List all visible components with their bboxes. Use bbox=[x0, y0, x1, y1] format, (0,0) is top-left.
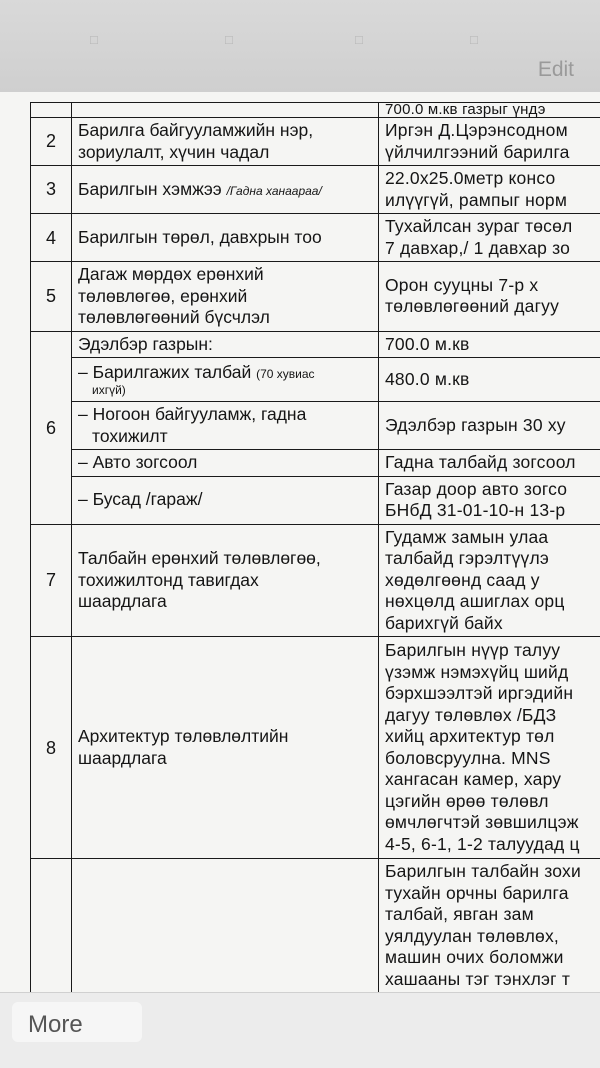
edit-button[interactable]: Edit bbox=[538, 58, 574, 82]
description-cell: Барилга байгууламжийн нэр, зориулалт, хүчин чадал bbox=[72, 118, 379, 166]
table-row bbox=[31, 262, 600, 332]
value-cell: 700.0 м.кв газрыг үндэ bbox=[379, 103, 600, 118]
value-cell: Тухайлсан зураг төсөл 7 давхар,/ 1 давхар зо bbox=[379, 214, 600, 262]
description-cell: Барилгын төрөл, давхрын тоо bbox=[72, 214, 379, 262]
description-cell: Дагаж мөрдөх ерөнхий төлөвлөгөө, ерөнхий төлөвлөгөөний бүсчлэл bbox=[72, 262, 379, 332]
row-number: 3 bbox=[31, 166, 72, 214]
row-number: 6 bbox=[31, 331, 72, 524]
value-cell: Барилгын талбайн зохи тухайн орчны барилга талбай, явган зам уялдуулан төлөвлөх, машин очих боломжи хашааны тэг тэнхлэг т bbox=[379, 859, 600, 992]
table-subrow bbox=[31, 450, 600, 477]
row-number: 7 bbox=[31, 524, 72, 637]
table-row bbox=[31, 859, 600, 992]
description-cell: Барилгын хэмжээ /Гадна ханаараа/ bbox=[72, 166, 379, 214]
value-cell: Орон сууцны 7-р х төлөвлөгөөний дагуу bbox=[379, 262, 600, 332]
table-row bbox=[31, 637, 600, 859]
table-row bbox=[31, 214, 600, 262]
blurred-toolbar-icon: □ bbox=[355, 32, 363, 47]
value-cell: 480.0 м.кв bbox=[379, 358, 600, 402]
value-cell: Газар доор авто зогсо БНбД 31-01-10-н 13-р bbox=[379, 476, 600, 524]
document-page bbox=[0, 92, 600, 992]
value-cell: Гадна талбайд зогсоол bbox=[379, 450, 600, 477]
row-number: 5 bbox=[31, 262, 72, 332]
value-cell: Барилгын нүүр талуу үзэмж нэмэхүйц шийд бэрхшээлтэй иргэдийн дагуу төлөвлөх /БДЗ хийц архитектур төл боловсруулна. MNS хангасан камер, хару цэгийн өрөө төлөвл өмчлөгчтэй зөвшилцэж 4-5, 6-1, 1-2 талуудад ц bbox=[379, 637, 600, 859]
table-row-partial bbox=[31, 103, 600, 118]
blurred-toolbar-icon: □ bbox=[90, 32, 98, 47]
row-number: 8 bbox=[31, 637, 72, 859]
value-cell: Гудамж замын улаа талбайд гэрэлтүүлэ хөдөлгөөнд саад у нөхцөлд ашиглах орц барихгүй байх bbox=[379, 524, 600, 637]
description-cell: Эдэлбэр газрын: bbox=[72, 331, 379, 358]
table-subrow bbox=[31, 476, 600, 524]
table-row bbox=[31, 524, 600, 637]
table-row bbox=[31, 166, 600, 214]
table-subrow bbox=[31, 402, 600, 450]
value-cell: Эдэлбэр газрын 30 ху bbox=[379, 402, 600, 450]
description-cell: – Ногоон байгууламж, гадна тохижилт bbox=[72, 402, 379, 450]
table-row bbox=[31, 118, 600, 166]
row-number: 2 bbox=[31, 118, 72, 166]
description-cell: Талбайн ерөнхий төлөвлөгөө, тохижилтонд тавигдах шаардлага bbox=[72, 524, 379, 637]
description-cell bbox=[72, 859, 379, 992]
description-cell: Архитектур төлөвлөлтийн шаардлага bbox=[72, 637, 379, 859]
value-cell: 700.0 м.кв bbox=[379, 331, 600, 358]
table-subrow bbox=[31, 358, 600, 402]
blurred-toolbar-icon: □ bbox=[225, 32, 233, 47]
blurred-toolbar-icon: □ bbox=[470, 32, 478, 47]
description-cell: – Бусад /гараж/ bbox=[72, 476, 379, 524]
value-cell: Иргэн Д.Цэрэнсодном үйлчилгээний барилга bbox=[379, 118, 600, 166]
top-bar bbox=[0, 0, 600, 92]
value-cell: 22.0x25.0метр консо илүүгүй, рампыг норм bbox=[379, 166, 600, 214]
specification-table bbox=[30, 102, 600, 992]
description-cell: – Барилгажих талбай (70 хувиас ихгүй) bbox=[72, 358, 379, 402]
description-cell: – Авто зогсоол bbox=[72, 450, 379, 477]
more-button[interactable]: More bbox=[28, 1011, 83, 1039]
row-number bbox=[31, 859, 72, 992]
row-number: 4 bbox=[31, 214, 72, 262]
table-row bbox=[31, 331, 600, 358]
